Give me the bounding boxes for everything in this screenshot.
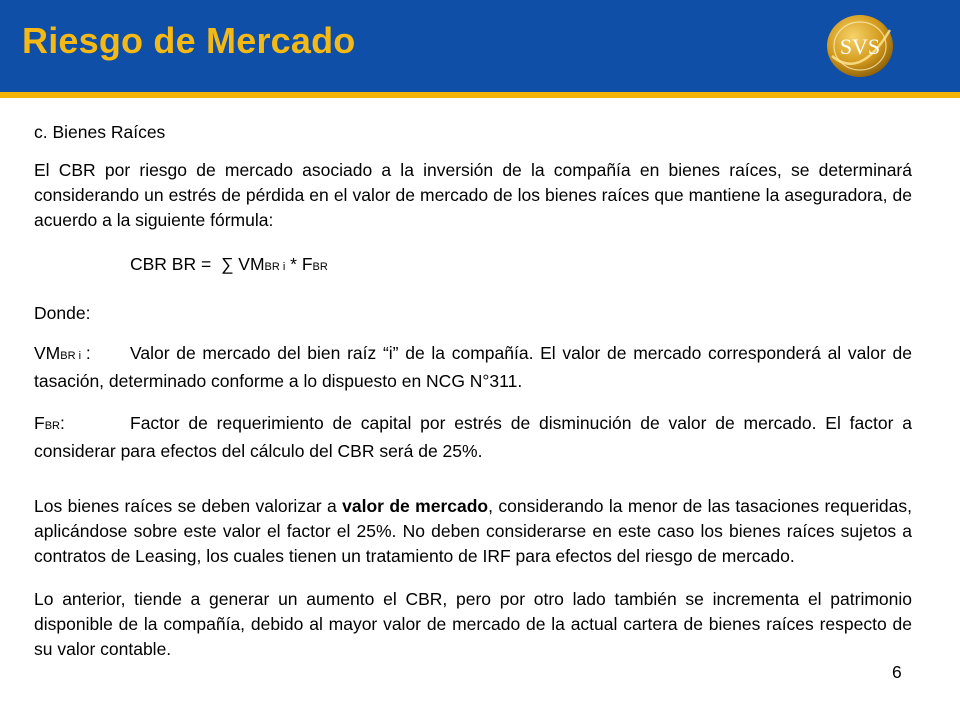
- formula-times: * F: [285, 254, 313, 274]
- valuation-paragraph: Los bienes raíces se deben valorizar a valor de mercado, considerando la menor de las tasaciones requeridas, aplicándose sobre este valor el factor el 25%. No deben considerarse en este caso los bienes raíces sujetos a contratos de Leasing, los cuales tienen un tratamiento de IRF para efectos del riesgo de mercado.: [34, 496, 913, 566]
- definition-vm-text: Valor de mercado del bien raíz “i” de la compañía. El valor de mercado corresponderá al valor de tasación, determinado conforme a lo dispuesto en NCG N°311.: [34, 343, 912, 391]
- logo-text: SVS: [839, 34, 881, 59]
- definition-f-term: FBR:: [34, 413, 65, 433]
- formula: [130, 252, 912, 280]
- slide-body: [34, 120, 912, 662]
- definition-vm-term: VMBR i :: [34, 343, 91, 363]
- donde-label: Donde:: [34, 303, 91, 323]
- valor-de-mercado-emphasis: valor de mercado: [342, 496, 489, 516]
- slide-title: Riesgo de Mercado: [22, 20, 356, 61]
- formula-sum: ∑ VM: [220, 254, 265, 274]
- page-number: 6: [892, 662, 902, 682]
- definition-f: [34, 411, 912, 464]
- section-heading: c. Bienes Raíces: [34, 122, 166, 142]
- definition-f-text: Factor de requerimiento de capital por estrés de disminución de valor de mercado. El factor a considerar para efectos del cálculo del CBR será de 25%.: [34, 413, 912, 461]
- svs-logo: [822, 10, 898, 82]
- formula-lhs: CBR BR =: [130, 254, 212, 274]
- title-bar-rule: [0, 92, 960, 98]
- intro-paragraph: El CBR por riesgo de mercado asociado a la inversión de la compañía en bienes raíces, se determinará considerando un estrés de pérdida en el valor de mercado de los bienes raíces que mantiene la aseguradora, de acuerdo a la siguiente fórmula:: [34, 160, 912, 230]
- definition-vm: [34, 341, 912, 394]
- formula-sub-bri: BR i: [264, 261, 286, 273]
- formula-sub-br: BR: [312, 261, 328, 273]
- conclusion-paragraph: Lo anterior, tiende a generar un aumento el CBR, pero por otro lado también se incrementa el patrimonio disponible de la compañía, debido al mayor valor de mercado de la actual cartera de bienes raíces respecto de su valor contable.: [34, 589, 912, 659]
